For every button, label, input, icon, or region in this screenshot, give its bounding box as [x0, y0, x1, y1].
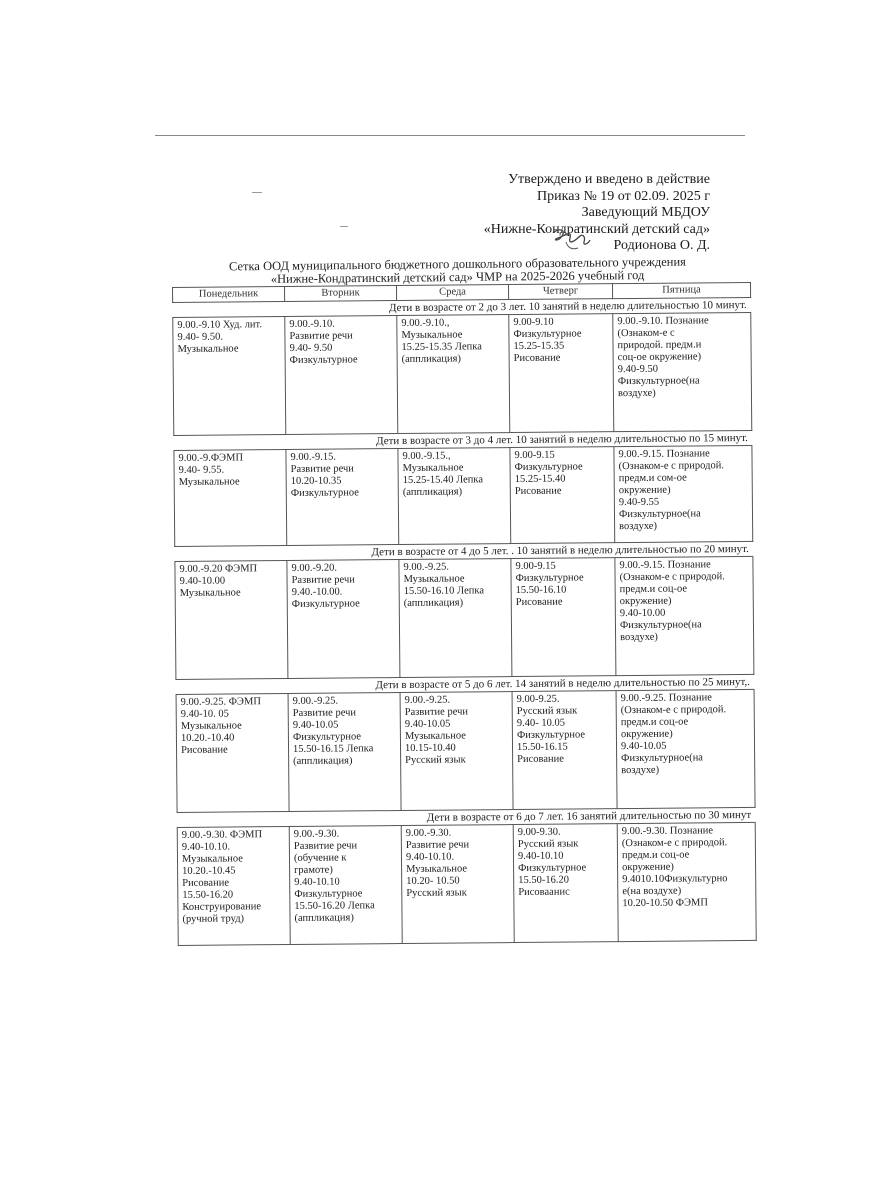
activity-line: Развитие речи — [404, 706, 469, 718]
approval-order: Приказ № 19 от 02.09. 2025 г — [537, 188, 710, 204]
schedule-cell — [509, 314, 614, 433]
activity-line: Развитие речи — [289, 330, 353, 342]
activity-line: Физкультурное — [289, 354, 358, 366]
activity-line: 10.20-10.50 ФЭМП — [622, 897, 708, 910]
schedule-cell — [287, 560, 400, 679]
schedule-cell — [513, 824, 618, 943]
activity-line: Рисование — [182, 877, 230, 889]
schedule-cell — [613, 312, 752, 431]
schedule-row — [175, 556, 754, 679]
activity-line: 9.40-10.10. — [405, 851, 455, 863]
activity-line: (аппликация) — [402, 486, 463, 498]
day-header: Пятница — [612, 282, 750, 298]
day-header: Четверг — [508, 284, 612, 300]
activity-line: Музыкальное — [406, 863, 468, 875]
activity-line: Развитие речи — [290, 463, 354, 475]
schedule-cell — [399, 559, 512, 678]
signature-icon — [548, 226, 594, 252]
schedule-cell — [401, 825, 514, 944]
approval-signatory: Родионова О. Д. — [613, 238, 710, 253]
activity-line: (Ознаком-е с природой. — [621, 837, 728, 850]
activity-line: 9.00.-9.15. — [290, 451, 337, 463]
activity-line: Музыкальное — [402, 462, 464, 474]
activity-line: 9.00.-9.25. ФЭМП — [180, 696, 261, 708]
activity-line: 9.00.-9.25. — [403, 561, 450, 573]
activity-line: 15.50-16.10 Лепка — [403, 585, 485, 597]
activity-line: Физкультурное(на — [618, 508, 701, 521]
schedule-cell — [512, 691, 617, 810]
activity-line: 10.20.-10.45 — [182, 865, 236, 877]
schedule-cell — [174, 450, 287, 547]
activity-line: 9.40-10.05 — [404, 718, 451, 730]
activity-line: 9.00.-9.20. — [291, 562, 338, 574]
schedule-row — [177, 822, 756, 945]
activity-line: (Ознаком-е с природой. — [620, 704, 727, 717]
schedule-cell — [614, 445, 753, 542]
activity-line: 15.50-16.15 Лепка — [292, 743, 374, 755]
activity-line: 9.00.-9.25. — [404, 694, 451, 706]
activity-line: 9.40-10.00 — [179, 575, 226, 587]
activity-line: 9.40-10.10 — [517, 850, 564, 863]
activity-line: 9.40-9.50 — [617, 363, 659, 376]
activity-line: 9.00.-9.15. Познание — [618, 448, 710, 461]
activity-line: 15.50-16.10 — [515, 584, 567, 597]
activity-line: 15.25-15.40 — [514, 473, 566, 486]
activity-line: Рисование — [514, 485, 562, 498]
schedule-cell — [177, 826, 290, 945]
activity-line: Музыкальное — [403, 573, 465, 585]
activity-line: Рисование — [515, 596, 563, 609]
activity-line: грамоте) — [294, 864, 333, 876]
activity-line: (аппликация) — [401, 353, 461, 365]
activity-line: (Ознаком-е с природой. — [618, 460, 724, 473]
scan-mark — [340, 226, 348, 227]
activity-line: 9.40- 9.50 — [289, 342, 333, 354]
activity-line: Музыкальное — [180, 720, 242, 732]
schedule-table — [172, 282, 757, 946]
schedule-cell — [617, 822, 756, 941]
activity-line: Физкультурное — [291, 598, 360, 610]
activity-line: 9.00.-9.20 ФЭМП — [179, 563, 258, 575]
activity-line: Развитие речи — [291, 574, 355, 586]
activity-line: Музыкальное — [178, 476, 240, 488]
activity-line: 9.00.-9.10. Познание — [617, 315, 709, 328]
activity-line: 10.20.-10.40 — [180, 732, 235, 744]
activity-line: 9.4010.10Физкультурно — [622, 873, 728, 886]
activity-line: воздухе) — [620, 631, 658, 644]
approval-organization: «Нижне-Кондратинский детский сад» — [483, 221, 710, 237]
activity-line: Развитие речи — [405, 839, 470, 851]
scan-mark — [252, 192, 262, 193]
activity-line: Русский язык — [516, 705, 578, 718]
activity-line: Рисование — [517, 753, 564, 766]
approval-block — [484, 172, 710, 255]
schedule-row — [173, 312, 752, 435]
activity-line: е(на воздухе) — [622, 885, 682, 898]
activity-line: 9.00-9.15 — [515, 560, 556, 573]
activity-line: 9.40- 9.50. — [177, 331, 223, 343]
activity-line: Рисоваанис — [518, 886, 570, 899]
activity-line: окружение) — [618, 484, 671, 497]
activity-line: окружение) — [619, 595, 672, 608]
activity-line: Физкультурное — [294, 888, 363, 900]
activity-line: (Ознаком-е с — [617, 327, 675, 340]
title-line-2: «Нижне-Кондратинский детский сад» ЧМР на 2025-2026 учебный год — [270, 268, 645, 286]
activity-line: Русский язык — [405, 754, 466, 766]
activity-line: 9.00.-9.30. ФЭМП — [181, 829, 263, 841]
schedule-cell — [288, 693, 401, 812]
activity-line: природой. предм.и — [617, 339, 702, 352]
activity-line: предм.и соц-ое — [620, 716, 689, 729]
age-group-heading: Дети в возрасте от 6 до 7 лет. 16 занятий длительностью по 30 минут — [177, 807, 755, 827]
activity-line: (Ознаком-е с природой. — [619, 571, 725, 584]
activity-line: 9.40.-10.00. — [291, 586, 343, 598]
schedule-cell — [285, 316, 398, 435]
activity-line: соц-ое окружение) — [617, 351, 702, 364]
activity-line: 15.25-15.35 — [513, 340, 565, 353]
activity-line: 9.00.-9.ФЭМП — [178, 452, 244, 464]
activity-line: предм.и соц-ое — [619, 583, 688, 596]
activity-line: 9.40-10. 05 — [180, 708, 229, 720]
activity-line: Физкультурное — [513, 328, 582, 341]
activity-line: Физкультурное(на — [619, 619, 702, 632]
schedule-cell — [397, 315, 510, 434]
activity-line: 9.00.-9.10 Худ. лит. — [177, 319, 263, 331]
schedule-cell — [173, 317, 286, 436]
activity-line: 9.00.-9.10., — [401, 317, 450, 329]
activity-line: 9.00.-9.15. Познание — [619, 559, 711, 572]
activity-line: 9.40- 9.55. — [178, 464, 225, 476]
activity-line: 10.20- 10.50 — [406, 875, 460, 887]
activity-line: 9.40- 10.05 — [516, 717, 565, 730]
activity-line: Физкультурное — [290, 487, 359, 499]
age-group-heading: Дети в возрасте от 3 до 4 лет. 10 занятий в неделю длительностью по 15 минут. — [174, 430, 752, 450]
activity-line: 9.00-9.25. — [516, 693, 560, 706]
activity-line: 9.00.-9.15., — [402, 450, 451, 462]
activity-line: 9.00.-9.30. Познание — [621, 825, 714, 838]
schedule-cell — [616, 689, 755, 808]
activity-line: Физкультурное — [515, 572, 584, 585]
activity-line: 9.40-10.10. — [181, 841, 231, 853]
activity-line: окружение) — [620, 728, 673, 741]
activity-line: 9.40-10.05 — [292, 719, 339, 731]
activity-line: 15.25-15.35 Лепка — [401, 341, 482, 353]
activity-line: Физкультурное — [518, 862, 587, 875]
schedule-row — [174, 445, 753, 546]
schedule-body — [173, 297, 757, 945]
day-header: Среда — [396, 285, 508, 301]
activity-line: Развитие речи — [292, 707, 357, 719]
schedule-cell — [510, 447, 615, 544]
activity-line: предм.и соц-ое — [621, 849, 690, 862]
schedule-cell — [289, 826, 402, 945]
activity-line: Музыкальное — [177, 343, 239, 355]
schedule-cell — [398, 448, 511, 545]
activity-line: Физкультурное — [292, 731, 362, 743]
activity-line: Музыкальное — [404, 730, 466, 742]
activity-line: 15.50-16.20 — [518, 874, 569, 887]
title-line-1: Сетка ООД муниципального бюджетного дошкольного образовательного учреждения — [228, 254, 686, 274]
activity-line: Физкультурное(на — [617, 375, 700, 388]
activity-line: Физкультурное — [516, 729, 586, 742]
activity-line: 9.40-9.55 — [618, 496, 660, 509]
schedule-cell — [511, 558, 616, 677]
activity-line: (обучение к — [293, 852, 347, 864]
activity-line: Физкультурное(на — [621, 752, 704, 765]
activity-line: окружение) — [622, 861, 674, 874]
schedule-cell — [615, 556, 754, 675]
top-rule — [155, 135, 745, 136]
activity-line: (аппликация) — [293, 755, 353, 767]
activity-line: предм.и сом-ое — [618, 472, 687, 485]
age-group-heading: Дети в возрасте от 4 до 5 лет. . 10 занятий в неделю длительностью по 20 минут. — [175, 541, 753, 561]
activity-line: 9.00.-9.10. — [289, 318, 335, 330]
activity-line: 9.00.-9.25. Познание — [620, 692, 712, 705]
activity-line: (аппликация) — [294, 912, 354, 924]
schedule-cell — [286, 449, 399, 546]
day-header: Понедельник — [173, 287, 285, 303]
activity-line: 10.20-10.35 — [290, 475, 342, 487]
activity-line: 9.40-10.10 — [294, 876, 340, 888]
activity-line: 9.00-9.10 — [513, 316, 554, 329]
activity-line: 15.50-16.20 — [182, 889, 234, 901]
activity-line: Конструирование — [182, 901, 262, 913]
activity-line: 9.00.-9.25. — [292, 695, 339, 707]
activity-line: 9.00-9.30. — [517, 826, 561, 839]
activity-line: Музыкальное — [179, 587, 241, 599]
activity-line: воздухе) — [617, 387, 656, 400]
activity-line: (ручной труд) — [182, 913, 245, 925]
activity-line: 15.50-16.15 — [516, 741, 568, 754]
activity-line: 9.00-9.15 — [514, 449, 555, 462]
activity-line: Музыкальное — [181, 853, 243, 865]
activity-line: Рисование — [513, 352, 561, 365]
activity-line: Физкультурное — [514, 461, 583, 474]
activity-line: 9.40-10.00 — [619, 607, 666, 620]
activity-line: Русский язык — [517, 838, 579, 851]
activity-line: 9.00.-9.30. — [293, 828, 340, 840]
schedule-cell — [175, 561, 288, 680]
approval-line: Утверждено и введено в действие — [508, 172, 710, 187]
activity-line: (аппликация) — [403, 597, 464, 609]
approval-position: Заведующий МБДОУ — [581, 205, 710, 220]
activity-line: Рисование — [180, 744, 228, 756]
activity-line: Музыкальное — [401, 329, 463, 341]
day-header: Вторник — [285, 286, 397, 302]
schedule-cell — [400, 692, 513, 811]
schedule-cell — [176, 694, 289, 813]
activity-line: Русский язык — [406, 887, 467, 899]
activity-line: 15.25-15.40 Лепка — [402, 474, 484, 486]
activity-line: 9.40-10.05 — [620, 740, 667, 753]
activity-line: 9.00.-9.30. — [405, 827, 452, 839]
age-group-heading: Дети в возрасте от 5 до 6 лет. 14 занятий в неделю длительностью по 25 минут,. — [176, 674, 754, 694]
activity-line: Развитие речи — [293, 840, 358, 852]
activity-line: 15.50-16.20 Лепка — [294, 900, 375, 912]
activity-line: 10.15-10.40 — [404, 742, 456, 754]
age-group-heading: Дети в возрасте от 2 до 3 лет. 10 занятий в неделю длительностью 10 минут. — [173, 297, 751, 317]
schedule-row — [176, 689, 755, 812]
activity-line: воздухе) — [619, 520, 657, 533]
activity-line: воздухе) — [621, 764, 660, 777]
